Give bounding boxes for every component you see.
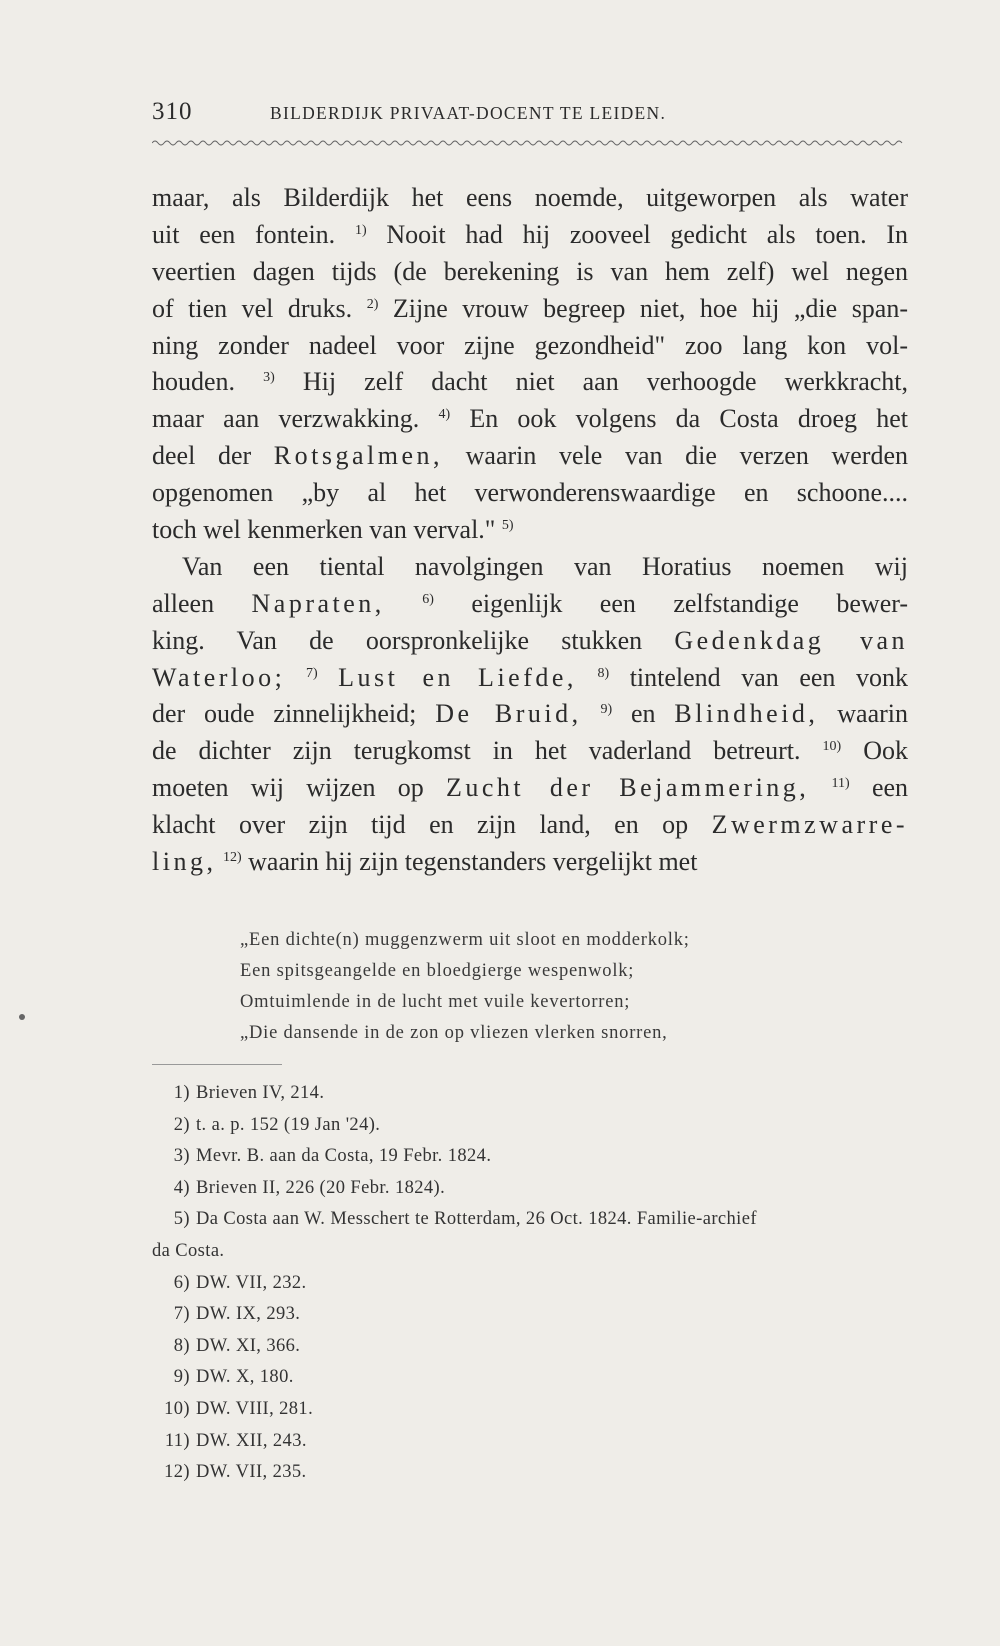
text-line: uit een fontein. $^{1)}$ Nooit had hij zooveel gedicht als toen. In bbox=[152, 219, 908, 249]
footnote-continuation: da Costa. bbox=[152, 1240, 225, 1261]
footnote: 12) DW. VII, 235. bbox=[164, 1462, 307, 1483]
text-line: maar aan verzwakking. $^{4)}$ En ook volgens da Costa droeg het bbox=[152, 404, 909, 434]
footnote: 8) DW. XI, 366. bbox=[173, 1335, 301, 1356]
page-number: 310 bbox=[152, 98, 193, 125]
paper-speck bbox=[19, 1014, 25, 1020]
text-line: ning zonder nadeel voor zijne gezondheid" zoo lang kon vol- bbox=[152, 330, 908, 360]
text-line: de dichter zijn terugkomst in het vaderland betreurt. $^{10)}$ Ook bbox=[152, 736, 908, 766]
text-line: klacht over zijn tijd en zijn land, en op Zwermzwarre- bbox=[152, 810, 909, 840]
footnote-marker: 7) bbox=[305, 665, 318, 681]
verse-line: „Een dichte(n) muggenzwerm uit sloot en modderkolk; bbox=[240, 930, 690, 950]
text-line: opgenomen „by al het verwonderenswaardige en schoone.... bbox=[152, 478, 908, 508]
verse-line: Een spitsgeangelde en bloedgierge wespenwolk; bbox=[240, 961, 635, 981]
footnote-marker: 2) bbox=[366, 296, 379, 312]
spaced-title: ling, bbox=[152, 847, 217, 877]
footnote: 4) Brieven II, 226 (20 Febr. 1824). bbox=[173, 1177, 446, 1198]
spaced-title: De Bruid, bbox=[435, 699, 582, 729]
footnote: 5) Da Costa aan W. Messchert te Rotterdam, 26 Oct. 1824. Familie-archief bbox=[173, 1209, 757, 1230]
footnotes bbox=[152, 1078, 912, 1489]
footnote: 1) Brieven IV, 214. bbox=[173, 1083, 325, 1103]
footnote: 6) DW. VII, 232. bbox=[173, 1272, 307, 1293]
text-line: king. Van de oorspronkelijke stukken Gedenkdag van bbox=[152, 625, 909, 655]
footnote-marker: 6) bbox=[422, 591, 434, 607]
verse-quote bbox=[240, 925, 880, 1049]
text-line: Van een tiental navolgingen van Horatius noemen wij bbox=[182, 551, 908, 581]
footnote: 9) DW. X, 180. bbox=[173, 1367, 294, 1388]
footnote: 3) Mevr. B. aan da Costa, 19 Febr. 1824. bbox=[173, 1146, 492, 1167]
text-line: veertien dagen tijds (de berekening is van hem zelf) wel negen bbox=[152, 256, 908, 286]
body-text bbox=[152, 180, 908, 881]
text-line: deel der Rotsgalmen, waarin vele van die verzen werden bbox=[152, 441, 908, 471]
text-line: alleen Napraten, $^{6)}$ eigenlijk een zelfstandige bewer- bbox=[152, 588, 909, 618]
footnote-marker: 1) bbox=[354, 222, 367, 238]
spaced-title: Lust en Liefde, bbox=[338, 662, 577, 692]
text-line: Waterloo; $^{7)}$ Lust en Liefde, $^{8)}$ tintelend van een vonk bbox=[152, 662, 908, 692]
running-head: BILDERDIJK PRIVAAT-DOCENT TE LEIDEN. bbox=[270, 103, 667, 123]
spaced-title: Napraten, bbox=[251, 588, 385, 618]
header-wavy-rule bbox=[152, 138, 904, 148]
footnote-marker: 8) bbox=[597, 665, 610, 681]
spaced-title: Gedenkdag van bbox=[674, 625, 909, 655]
footnote: 10) DW. VIII, 281. bbox=[164, 1398, 314, 1419]
spaced-title: Waterloo; bbox=[152, 662, 286, 692]
footnote-marker: 12) bbox=[222, 850, 242, 866]
spaced-title: Rotsgalmen, bbox=[273, 441, 444, 471]
text-line: of tien vel druks. $^{2)}$ Zijne vrouw begreep niet, hoe hij „die span- bbox=[152, 293, 909, 323]
page-header bbox=[152, 98, 904, 134]
text-line: moeten wij wijzen op Zucht der Bejammering, $^{11)}$ een bbox=[152, 773, 909, 803]
text-line: ling, $^{12)}$ waarin hij zijn tegenstanders vergelijkt met bbox=[152, 847, 698, 877]
footnote: 11) DW. XII, 243. bbox=[164, 1430, 307, 1451]
footnote-marker: 9) bbox=[600, 702, 613, 718]
verse-line: Omtuimlende in de lucht met vuile kevertorren; bbox=[240, 992, 631, 1012]
footnote-marker: 11) bbox=[831, 776, 850, 792]
spaced-title: Blindheid, bbox=[674, 699, 819, 729]
footnote: 7) DW. IX, 293. bbox=[173, 1304, 301, 1325]
footnote-marker: 10) bbox=[822, 739, 842, 755]
spaced-title: Zwermzwarre- bbox=[711, 810, 909, 840]
footnote-marker: 4) bbox=[438, 407, 451, 423]
text-line: der oude zinnelijkheid; De Bruid, $^{9)}$ en Blindheid, waarin bbox=[152, 699, 909, 729]
footnote-marker: 3) bbox=[263, 370, 275, 386]
spaced-title: Zucht der Bejammering, bbox=[445, 773, 810, 803]
footnote-separator bbox=[152, 1064, 282, 1065]
text-line: toch wel kenmerken van verval." $^{5)}$ bbox=[152, 515, 514, 545]
footnote-marker: 5) bbox=[501, 518, 514, 534]
verse-line: „Die dansende in de zon op vliezen vlerken snorren, bbox=[240, 1023, 668, 1043]
text-line: houden. $^{3)}$ Hij zelf dacht niet aan verhoogde werkkracht, bbox=[152, 367, 909, 397]
footnote: 2) t. a. p. 152 (19 Jan '24). bbox=[173, 1114, 381, 1135]
text-line: maar, als Bilderdijk het eens noemde, uitgeworpen als water bbox=[152, 183, 908, 212]
